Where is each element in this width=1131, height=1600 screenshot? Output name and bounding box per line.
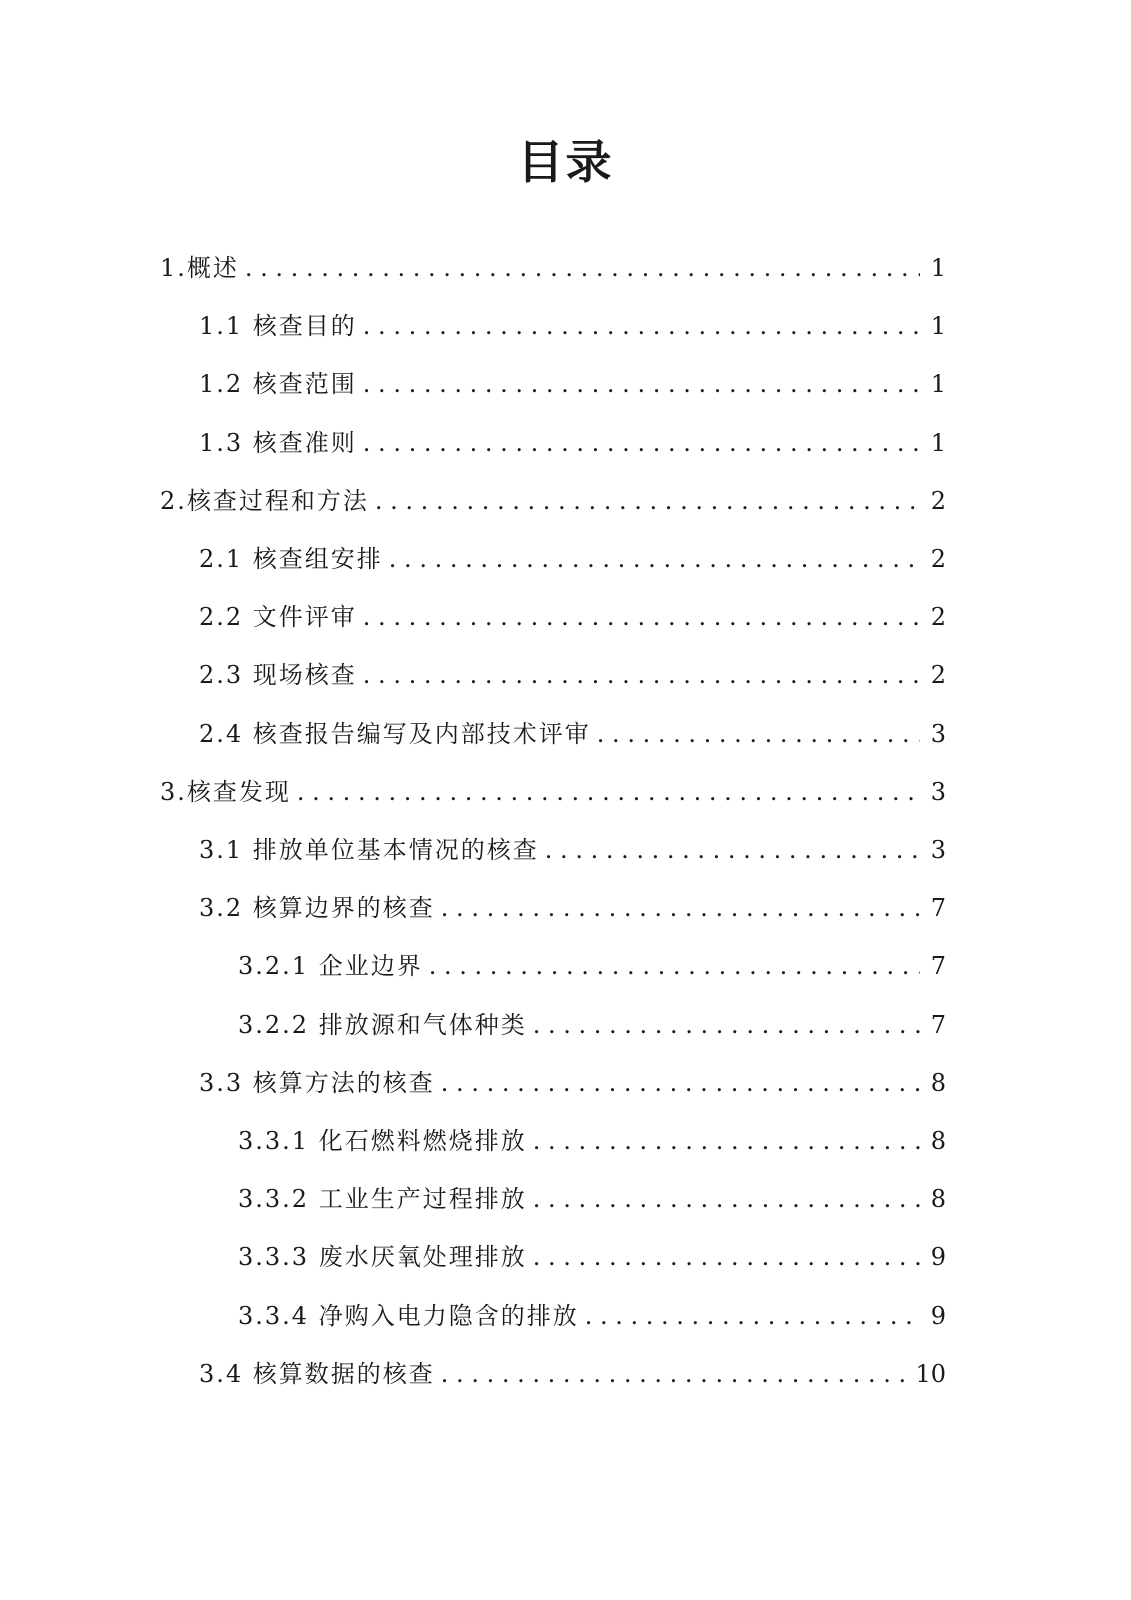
toc-entry-title: 2.3 现场核查 <box>199 661 357 690</box>
toc-page-number: 10 <box>915 1359 946 1388</box>
toc-dot-leader <box>585 1300 920 1332</box>
toc-entry[interactable] <box>199 710 946 750</box>
toc-page-number: 1 <box>930 312 946 341</box>
toc-entry[interactable] <box>199 826 946 866</box>
toc-entry-title: 3.2.2 排放源和气体种类 <box>238 1010 527 1039</box>
toc-entry-title: 3.2 核算边界的核查 <box>199 894 435 923</box>
toc-entry-title: 2.2 文件评审 <box>199 603 357 632</box>
toc-page-number: 1 <box>930 370 946 399</box>
toc-dot-leader <box>363 427 920 459</box>
toc-entry[interactable] <box>199 651 946 691</box>
toc-entry[interactable] <box>238 1001 946 1041</box>
toc-entry-title: 3.1 排放单位基本情况的核查 <box>199 836 539 864</box>
toc-dot-leader <box>597 718 920 750</box>
toc-entry-title: 1.2 核查范围 <box>199 370 357 399</box>
toc-page-number: 2 <box>930 486 946 515</box>
toc-page-number: 8 <box>930 1068 946 1097</box>
toc-entry[interactable] <box>199 593 946 633</box>
toc-page-number: 3 <box>930 836 946 864</box>
toc-dot-leader <box>363 659 920 691</box>
toc-dot-leader <box>245 252 920 284</box>
toc-dot-leader <box>429 950 920 982</box>
toc-dot-leader <box>389 543 920 575</box>
toc-entry[interactable] <box>199 535 946 575</box>
toc-page-number: 1 <box>930 254 946 282</box>
toc-dot-leader <box>545 834 920 866</box>
toc-dot-leader <box>297 776 920 808</box>
toc-entry-title: 1.1 核查目的 <box>199 312 357 341</box>
toc-entry-title: 2.1 核查组安排 <box>199 545 383 573</box>
toc-entry-title: 3.3.4 净购入电力隐含的排放 <box>238 1301 579 1330</box>
toc-entry[interactable] <box>160 244 946 284</box>
toc-page-number: 2 <box>930 661 946 690</box>
toc-entry[interactable] <box>160 768 946 808</box>
toc-page-number: 1 <box>930 428 946 457</box>
toc-entry-title: 2.核查过程和方法 <box>160 486 369 515</box>
toc-entry-title: 3.2.1 企业边界 <box>238 952 423 981</box>
toc-page-number: 7 <box>930 952 946 981</box>
toc-entry[interactable] <box>199 1350 946 1390</box>
toc-entry-title: 3.3 核算方法的核查 <box>199 1068 435 1097</box>
toc-page-number: 2 <box>930 545 946 573</box>
toc-entry[interactable] <box>238 1117 946 1157</box>
toc-page-number: 3 <box>930 719 946 748</box>
toc-entry-title: 2.4 核查报告编写及内部技术评审 <box>199 719 591 748</box>
toc-page-number: 8 <box>930 1127 946 1155</box>
toc-entry[interactable] <box>238 1292 946 1332</box>
toc-entry-title: 3.核查发现 <box>160 777 291 806</box>
toc-dot-leader <box>441 892 920 924</box>
toc-entry[interactable] <box>199 1059 946 1099</box>
toc-dot-leader <box>375 485 920 517</box>
toc-entry-title: 3.4 核算数据的核查 <box>199 1359 435 1388</box>
toc-entry[interactable] <box>199 360 946 400</box>
toc-entry-title: 3.3.2 工业生产过程排放 <box>238 1185 527 1214</box>
toc-dot-leader <box>441 1067 920 1099</box>
toc-entry[interactable] <box>199 419 946 459</box>
toc-entry[interactable] <box>238 1233 946 1273</box>
toc-entry[interactable] <box>238 1175 946 1215</box>
toc-title: 目录 <box>517 135 614 189</box>
toc-dot-leader <box>533 1009 920 1041</box>
toc-dot-leader <box>533 1183 920 1215</box>
toc-entry[interactable] <box>199 302 946 342</box>
toc-page-number: 3 <box>930 777 946 806</box>
toc-entry[interactable] <box>199 884 946 924</box>
toc-entry[interactable] <box>160 477 946 517</box>
toc-dot-leader <box>533 1125 920 1157</box>
toc-entry-title: 3.3.3 废水厌氧处理排放 <box>238 1243 527 1272</box>
toc-dot-leader <box>363 601 920 633</box>
toc-dot-leader <box>363 310 920 342</box>
toc-page-number: 7 <box>930 1010 946 1039</box>
toc-page-number: 8 <box>930 1185 946 1214</box>
toc-entry-title: 1.3 核查准则 <box>199 428 357 457</box>
toc-dot-leader <box>363 368 920 400</box>
toc-dot-leader <box>533 1241 920 1273</box>
toc-page-number: 7 <box>930 894 946 923</box>
toc-page-number: 2 <box>930 603 946 632</box>
toc-entry-title: 1.概述 <box>160 254 239 282</box>
toc-entry[interactable] <box>238 942 946 982</box>
toc-entry-title: 3.3.1 化石燃料燃烧排放 <box>238 1127 527 1155</box>
toc-page-number: 9 <box>930 1243 946 1272</box>
toc-dot-leader <box>441 1358 908 1390</box>
toc-page-number: 9 <box>930 1301 946 1330</box>
